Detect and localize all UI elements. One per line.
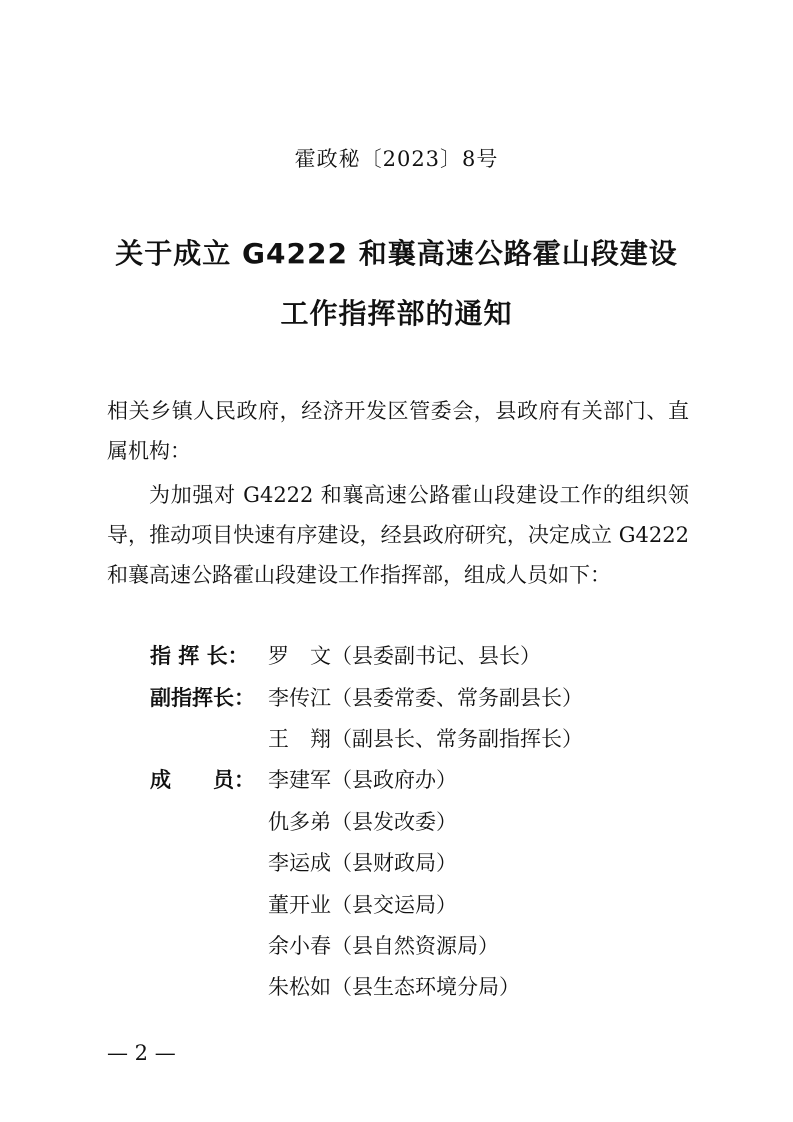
member-row	[150, 764, 457, 796]
member-person: 罗 文（县委副书记、县长）	[268, 644, 541, 668]
member-person: 余小春（县自然资源局）	[268, 934, 499, 958]
member-row	[150, 723, 583, 755]
member-row	[150, 640, 541, 672]
member-person: 朱松如（县生态环境分局）	[268, 975, 520, 999]
member-row	[150, 889, 457, 921]
member-row	[150, 806, 457, 838]
member-person: 李建军（县政府办）	[268, 768, 457, 792]
addressee: 相关乡镇人民政府，经济开发区管委会，县政府有关部门、直属机构：	[107, 399, 689, 463]
member-person: 李传江（县委常委、常务副县长）	[268, 686, 583, 710]
member-role: 成 员：	[150, 768, 255, 792]
member-row	[150, 930, 499, 962]
member-person: 仇多弟（县发改委）	[268, 810, 457, 834]
title-line-1: 关于成立 G4222 和襄高速公路霍山段建设	[115, 237, 678, 270]
member-person: 王 翔（副县长、常务副指挥长）	[268, 727, 583, 751]
document-number: 霍政秘〔2023〕8号	[294, 147, 499, 171]
member-role: 指 挥 长：	[150, 644, 249, 668]
member-role: 副指挥长：	[150, 686, 255, 710]
member-row	[150, 682, 583, 714]
body-paragraph: 为加强对 G4222 和襄高速公路霍山段建设工作的组织领导，推动项目快速有序建设，经县政府研究，决定成立 G4222 和襄高速公路霍山段建设工作指挥部，组成人员如下：	[107, 483, 689, 587]
member-person: 李运成（县财政局）	[268, 851, 457, 875]
member-person: 董开业（县交运局）	[268, 893, 457, 917]
member-row	[150, 847, 457, 879]
member-row	[150, 971, 520, 1003]
title-line-2: 工作指挥部的通知	[280, 297, 513, 330]
page-number: — 2 —	[107, 1041, 176, 1065]
